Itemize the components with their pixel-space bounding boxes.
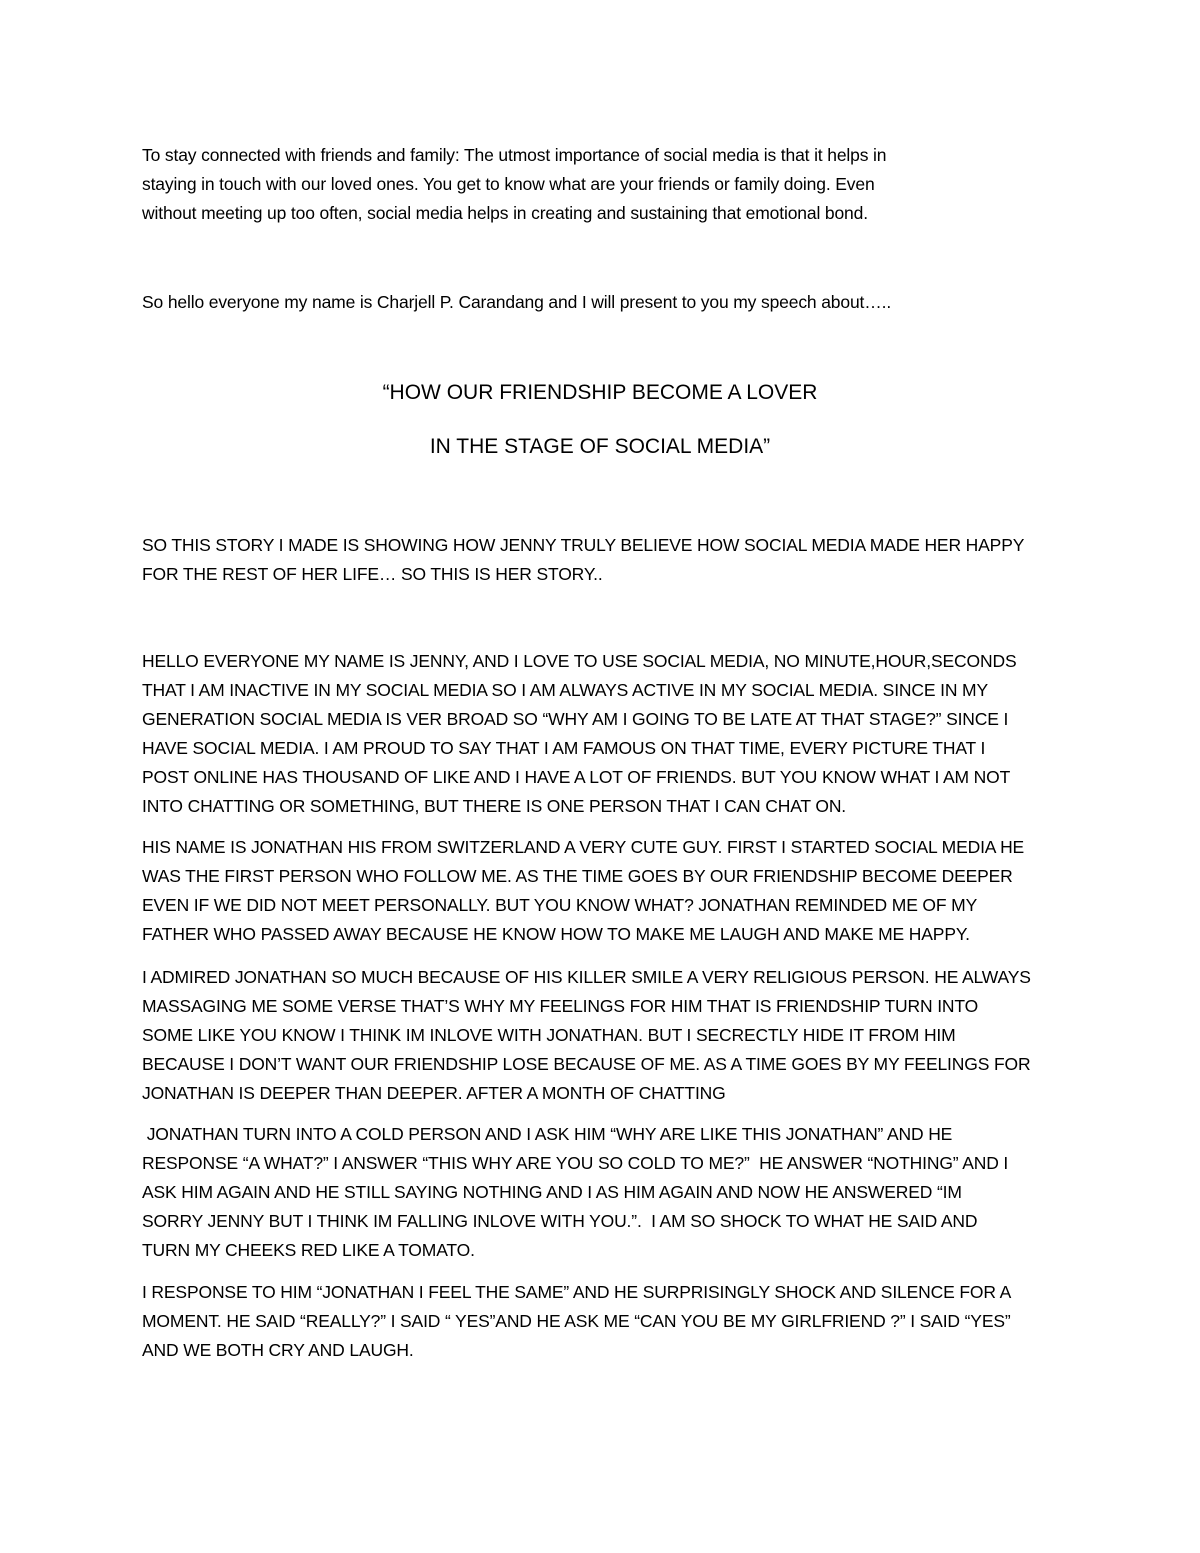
text-line: staying in touch with our loved ones. You get to know what are your friends or family doing. Even (142, 174, 875, 194)
text-line: SOME LIKE YOU KNOW I THINK IM INLOVE WITH JONATHAN. BUT I SECRECTLY HIDE IT FROM HIM (142, 1025, 956, 1045)
story-intro-paragraph (142, 531, 1062, 589)
text-line: MOMENT. HE SAID “REALLY?” I SAID “ YES”AND HE ASK ME “CAN YOU BE MY GIRLFRIEND ?” I SAID “YES” (142, 1311, 1011, 1331)
text-line: POST ONLINE HAS THOUSAND OF LIKE AND I HAVE A LOT OF FRIENDS. BUT YOU KNOW WHAT I AM NOT (142, 767, 1011, 787)
text-line: HAVE SOCIAL MEDIA. I AM PROUD TO SAY THAT I AM FAMOUS ON THAT TIME, EVERY PICTURE THAT I (142, 738, 986, 758)
story-paragraph-1 (142, 647, 1062, 821)
text-line: AND WE BOTH CRY AND LAUGH. (142, 1340, 414, 1360)
text-line: FOR THE REST OF HER LIFE… SO THIS IS HER STORY.. (142, 564, 603, 584)
text-line: ASK HIM AGAIN AND HE STILL SAYING NOTHING AND I AS HIM AGAIN AND NOW HE ANSWERED “IM (142, 1182, 962, 1202)
text-line: HELLO EVERYONE MY NAME IS JENNY, AND I LOVE TO USE SOCIAL MEDIA, NO MINUTE,HOUR,SECONDS (142, 651, 1017, 671)
text-line: JONATHAN IS DEEPER THAN DEEPER. AFTER A MONTH OF CHATTING (142, 1083, 726, 1103)
text-line: BECAUSE I DON’T WANT OUR FRIENDSHIP LOSE BECAUSE OF ME. AS A TIME GOES BY MY FEELINGS FOR (142, 1054, 1031, 1074)
intro-paragraph (142, 141, 1062, 228)
text-line: FATHER WHO PASSED AWAY BECAUSE HE KNOW HOW TO MAKE ME LAUGH AND MAKE ME HAPPY. (142, 924, 970, 944)
text-line: without meeting up too often, social media helps in creating and sustaining that emotional bond. (142, 203, 868, 223)
text-line: SO THIS STORY I MADE IS SHOWING HOW JENNY TRULY BELIEVE HOW SOCIAL MEDIA MADE HER HAPPY (142, 535, 1025, 555)
text-line: RESPONSE “A WHAT?” I ANSWER “THIS WHY ARE YOU SO COLD TO ME?” HE ANSWER “NOTHING” AND I (142, 1153, 1009, 1173)
text-line: MASSAGING ME SOME VERSE THAT’S WHY MY FEELINGS FOR HIM THAT IS FRIENDSHIP TURN INTO (142, 996, 979, 1016)
story-paragraph-4 (142, 1120, 1062, 1265)
text-line: EVEN IF WE DID NOT MEET PERSONALLY. BUT YOU KNOW WHAT? JONATHAN REMINDED ME OF MY (142, 895, 978, 915)
greeting-paragraph (142, 288, 1062, 317)
text-line: So hello everyone my name is Charjell P. Carandang and I will present to you my speech about….. (142, 292, 892, 312)
text-line: THAT I AM INACTIVE IN MY SOCIAL MEDIA SO I AM ALWAYS ACTIVE IN MY SOCIAL MEDIA. SINCE IN MY (142, 680, 988, 700)
speech-title-line-2: IN THE STAGE OF SOCIAL MEDIA” (429, 435, 771, 458)
text-line: I ADMIRED JONATHAN SO MUCH BECAUSE OF HIS KILLER SMILE A VERY RELIGIOUS PERSON. HE ALWAYS (142, 967, 1031, 987)
text-line: SORRY JENNY BUT I THINK IM FALLING INLOVE WITH YOU.”. I AM SO SHOCK TO WHAT HE SAID AND (142, 1211, 978, 1231)
story-paragraph-3 (142, 963, 1062, 1108)
story-paragraph-2 (142, 833, 1062, 949)
text-line: WAS THE FIRST PERSON WHO FOLLOW ME. AS THE TIME GOES BY OUR FRIENDSHIP BECOME DEEPER (142, 866, 1013, 886)
text-line: TURN MY CHEEKS RED LIKE A TOMATO. (142, 1240, 475, 1260)
text-line: To stay connected with friends and family: The utmost importance of social media is that it helps in (142, 145, 887, 165)
text-line: GENERATION SOCIAL MEDIA IS VER BROAD SO “WHY AM I GOING TO BE LATE AT THAT STAGE?” SINCE I (142, 709, 1009, 729)
text-line: HIS NAME IS JONATHAN HIS FROM SWITZERLAND A VERY CUTE GUY. FIRST I STARTED SOCIAL MEDIA HE (142, 837, 1025, 857)
text-line: JONATHAN TURN INTO A COLD PERSON AND I ASK HIM “WHY ARE LIKE THIS JONATHAN” AND HE (142, 1124, 953, 1144)
story-paragraph-5 (142, 1278, 1062, 1365)
speech-title-line-1: “HOW OUR FRIENDSHIP BECOME A LOVER (382, 381, 818, 404)
text-line: I RESPONSE TO HIM “JONATHAN I FEEL THE SAME” AND HE SURPRISINGLY SHOCK AND SILENCE FOR A (142, 1282, 1012, 1302)
text-line: INTO CHATTING OR SOMETHING, BUT THERE IS ONE PERSON THAT I CAN CHAT ON. (142, 796, 847, 816)
